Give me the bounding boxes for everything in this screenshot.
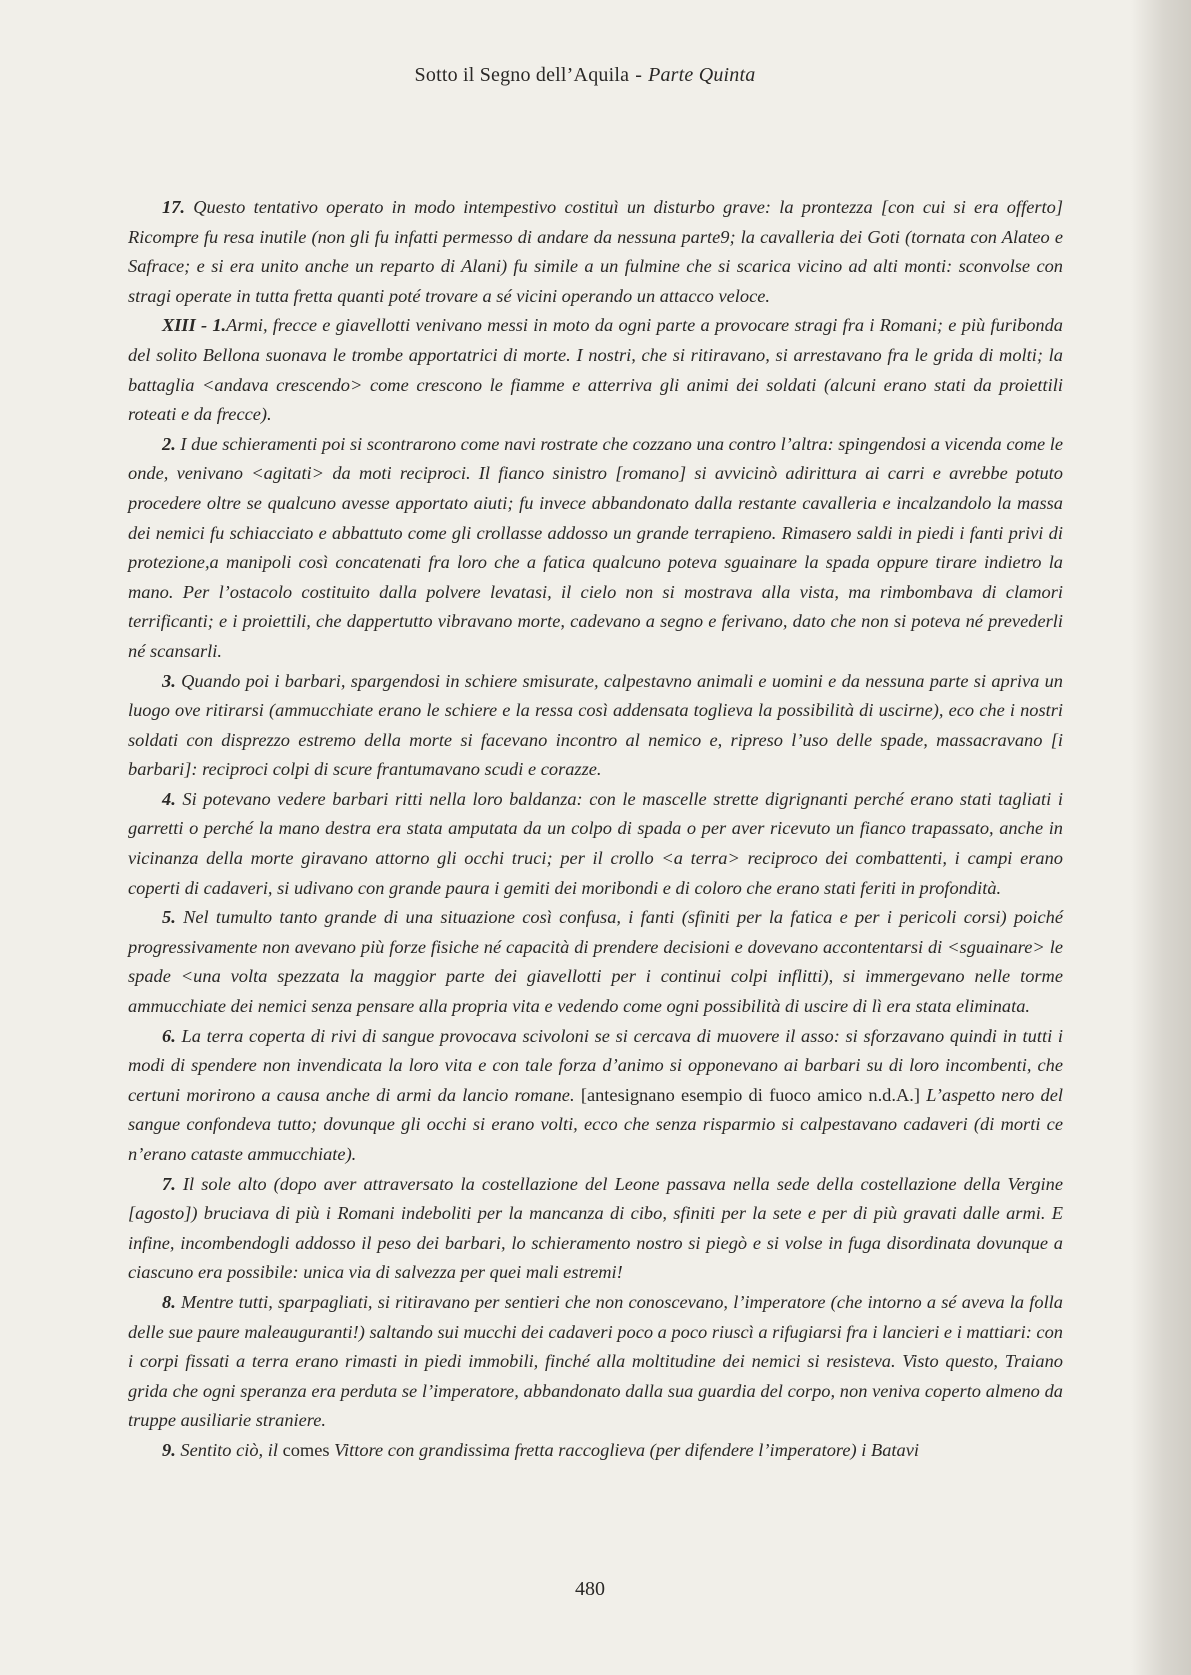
paragraph-7 (128, 1170, 1063, 1288)
paragraph-9 (128, 1436, 1063, 1466)
paragraph-text: Si potevano vedere barbari ritti nella loro baldanza: con le mascelle strette digrignanti perché erano stati tagliati i garretti o perché la mano destra era stata amputata da un colpo di spada o per aver ricevuto un fianco trapassato, anche in vicinanza della morte giravano attorno gli occhi truci; per il crollo <a terra> reciproco dei combattenti, i campi erano coperti di cadaveri, si udivano con grande paura i gemiti dei moribondi e di coloro che erano stati feriti in profondità. (128, 788, 1063, 898)
paragraph-text: Il sole alto (dopo aver attraversato la costellazione del Leone passava nella sede della costellazione della Vergine [agosto]) bruciava di più i Romani indeboliti per la mancanza di cibo, sfiniti per la sete e per di più gravati dalle armi. E infine, incombendogli addosso il peso dei barbari, lo schieramento nostro si piegò e si volse in fuga disordinata dovunque a ciascuno era possibile: unica via di salvezza per quei mali estremi! (128, 1173, 1063, 1283)
paragraph-text: La terra coperta di rivi di sangue provocava scivoloni se si cercava di muovere il asso: si sforzavano quindi in tutti i modi di spendere non invendicata la loro vita e con tale forza d’animo si opponevano ai barbari su di loro incombenti, che certuni morirono a causa anche di armi da lancio romane. (128, 1025, 1063, 1105)
paragraph-number: 5. (162, 907, 176, 928)
paragraph-8 (128, 1288, 1063, 1436)
paragraph-number: 9. (162, 1439, 176, 1460)
paragraph-text: Quando poi i barbari, spargendosi in schiere smisurate, calpestavno animali e uomini e da nessuna parte si apriva un luogo ove ritirarsi (ammucchiate erano le schiere e la ressa così addensata toglieva la possibilità di uscirne), eco che i nostri soldati con disprezzo estremo della morte si facevano incontro al nemico e, ripreso l’uso delle spade, massacravano [i barbari]: reciproci colpi di scure frantumavano scudi e corazze. (128, 670, 1063, 780)
paragraph-number: 6. (162, 1025, 176, 1046)
paragraph-text-lead: Sentito ciò, il (180, 1439, 278, 1460)
paragraph-text: Mentre tutti, sparpagliati, si ritiravano per sentieri che non conoscevano, l’imperatore (che intorno a sé aveva la folla delle sue paure maleauguranti!) saltando sui mucchi dei cadaveri poco a poco riuscì a rifugiarsi fra i lancieri e i mattiari: con i corpi fissati a terra erano rimasti in piedi immobili, finché alla moltitudine dei nemici si resisteva. Visto questo, Traiano grida che ogni speranza era perduta se l’imperatore, abbandonato dalla sua guardia del corpo, non veniva coperto almeno da truppe ausiliarie straniere. (128, 1291, 1063, 1431)
paragraph-4 (128, 785, 1063, 903)
paragraph-5 (128, 903, 1063, 1021)
paragraph-text: I due schieramenti poi si scontrarono come navi rostrate che cozzano una contro l’altra: spingendosi a vicenda come le onde, venivano <agitati> da moti reciproci. Il fianco sinistro [romano] si avvicinò adirittura ai carri e avrebbe potuto procedere oltre se qualcuno avesse apportato aiuti; fu invece abbandonato dalla restante cavalleria e incalzandolo la massa dei nemici fu schiacciato e abbattuto come gli crollasse addosso un grande terrapieno. Rimasero saldi in piedi i fanti privi di protezione,a manipoli così concatenati fra loro che a fatica qualcuno poteva sguainare la spada oppure tirare indietro la mano. Per l’ostacolo costituito dalla polvere levatasi, il cielo non si mostrava alla vista, ma rimbombava di clamori terrificanti; e i proiettili, che dappertutto vibravano morte, cadevano a segno e ferivano, dato che non si poteva né prevederli né scansarli. (128, 433, 1064, 661)
paragraph-text: Armi, frecce e giavellotti venivano messi in moto da ogni parte a provocare stragi fra i Romani; e più furibonda del solito Bellona suonava le trombe apportatrici di morte. I nostri, che si ritiravano, si arrestavano fra le grida di molti; la battaglia <andava crescendo> come crescono le fiamme e atterriva gli animi dei soldati (alcuni erano stati da proiettili roteati e da frecce). (128, 315, 1064, 425)
book-title: Sotto il Segno dell’Aquila (414, 64, 630, 86)
header-separator: - (635, 64, 643, 86)
paragraph-number: 17. (162, 197, 185, 217)
paragraph-number: 8. (162, 1291, 176, 1312)
paragraph-6 (128, 1022, 1063, 1170)
paragraph-xiii-1 (128, 311, 1063, 429)
paragraph-number: 4. (162, 788, 176, 809)
part-title: Parte Quinta (648, 64, 756, 86)
paragraph-3 (128, 667, 1063, 785)
paragraph-text: Nel tumulto tanto grande di una situazione così confusa, i fanti (sfiniti per la fatica e per i pericoli corsi) poiché progressivamente non avevano più forze fisiche né capacità di prendere decisioni e dovevano accontentarsi di <sguainare> le spade <una volta spezzata la maggior parte dei giavellotti per i continui colpi inflitti), si immergevano nelle torme ammucchiate dei nemici senza pensare alla propria vita e vedendo come ogni possibilità di uscire di lì era stata eliminata. (128, 907, 1063, 1017)
latin-term: comes (282, 1439, 330, 1460)
author-note: [antesignano esempio di fuoco amico n.d.A.] (580, 1084, 920, 1105)
paragraph-number: 7. (162, 1173, 176, 1194)
paragraph-17 (128, 193, 1063, 311)
paragraph-text: Vittore con grandissima fretta raccoglieva (per difendere l’imperatore) i Batavi (334, 1439, 919, 1460)
running-header (0, 64, 1170, 87)
paragraph-text: Questo tentativo operato in modo intempestivo costituì un disturbo grave: la prontezza [con cui si era offerto] Ricompre fu resa inutile (non gli fu infatti permesso di andare da nessuna parte9; la cavalleria dei Goti (tornata con Alateo e Safrace; e si era unito anche un reparto di Alani) fu simile a un fulmine che si scarica vicino ad alti monti: sconvolse con stragi operate in tutta fretta quanti poté trovare a sé vicini operando un attacco veloce. (128, 197, 1063, 306)
page-number: 480 (575, 1578, 605, 1600)
body-text (128, 193, 1063, 1466)
paragraph-2 (128, 430, 1063, 667)
paragraph-number: 3. (162, 670, 176, 691)
paragraph-number: 2. (162, 433, 176, 454)
page-edge-shadow (1131, 0, 1191, 1675)
paragraph-number: XIII - 1. (162, 315, 227, 336)
paragraph-text-continued: L’aspetto nero del sangue confondeva tutto; dovunque gli occhi si erano volti, ecco che senza risparmio si calpestavano cadaveri (di morti ce n’erano cataste ammucchiate). (128, 1084, 1064, 1164)
